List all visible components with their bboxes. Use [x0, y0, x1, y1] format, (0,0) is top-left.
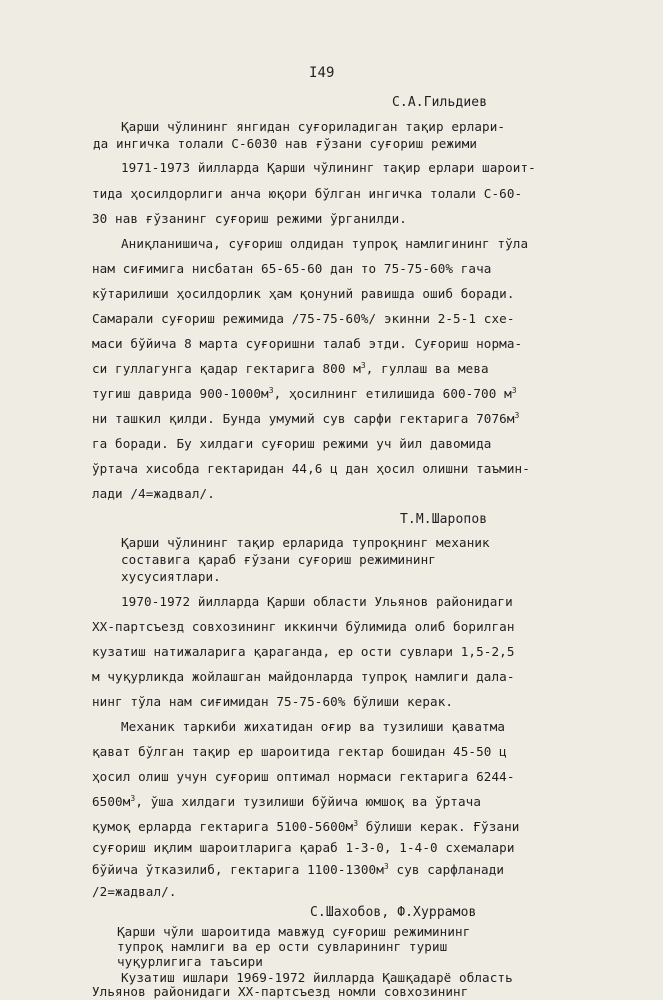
title-1-line-2: да ингичка толали С-6030 нав ғўзани суғориш режими	[93, 136, 478, 151]
s1-line-11-text: ни ташкил қилди. Бунда умумий сув сарфи гектарига 7076м	[92, 411, 515, 426]
s1-line-10-text: тугиш даврида 900-1000м	[92, 386, 269, 401]
title-2-line-1: Қарши чўлининг тақир ерларида тупроқнинг механик	[121, 535, 490, 550]
s2-line-13: /2=жадвал/.	[92, 884, 177, 899]
s2-line-4: м чуқурликда жойлашган майдонларда тупроқ намлиги дала-	[92, 669, 515, 684]
s2-line-10	[92, 818, 520, 834]
s1-line-3: 30 нав ғўзанинг суғориш режими ўрганилди.	[92, 211, 407, 226]
title-1-line-1: Қарши чўлининг янгидан суғориладиган тақир ерлари-	[121, 119, 506, 134]
s2-line-5: нинг тўла нам сиғимидан 75-75-60% бўлиши керак.	[92, 694, 454, 709]
page-number: I49	[309, 65, 335, 81]
title-3-line-2: тупроқ намлиги ва ер ости сувларининг туриш	[117, 939, 448, 954]
s2-line-10-text: қумоқ ерларда гектарига 5100-5600м	[92, 819, 354, 834]
s1-line-11	[92, 410, 520, 426]
s1-line-12: га боради. Бу хилдаги суғориш режими уч йил давомида	[92, 436, 492, 451]
s2-line-9-text: 6500м	[92, 794, 131, 809]
title-3-line-3: чуқурлигига таъсири	[117, 954, 263, 969]
title-3-line-1: Қарши чўли шароитида мавжуд суғориш режимининг	[117, 924, 471, 939]
s2-line-10-tail: бўлиши керак. Ғўзани	[358, 819, 520, 834]
s2-line-9-tail: , ўша хилдаги тузилиши бўйича юмшоқ ва ўртача	[135, 794, 482, 809]
s1-line-10-tail: , ҳосилнинг етилишида 600-700 м	[273, 386, 512, 401]
author-3: С.Шахобов, Ф.Хуррамов	[310, 905, 477, 920]
s2-line-12-text: бўйича ўтказилиб, гектарига 1100-1300м	[92, 862, 384, 877]
s1-line-14: лади /4=жадвал/.	[92, 486, 215, 501]
s1-line-5: нам сиғимига нисбатан 65-65-60 дан то 75-75-60% гача	[92, 261, 492, 276]
s1-line-9	[92, 360, 489, 376]
s1-line-4: Аниқланишича, суғориш олдидан тупроқ намлигининг тўла	[121, 236, 529, 251]
s1-line-10	[92, 385, 517, 401]
s2-line-2: ХХ-партсъезд совхозининг иккинчи бўлимида олиб борилган	[92, 619, 515, 634]
s2-line-9	[92, 793, 482, 809]
superscript-3: 3	[268, 385, 274, 395]
s3-line-2: Ульянов районидаги ХХ-партсъезд номли совхозининг	[92, 984, 469, 999]
s1-line-8: маси бўйича 8 марта суғоришни талаб этди. Суғориш норма-	[92, 336, 523, 351]
superscript-3: 3	[511, 385, 517, 395]
s2-line-12-tail: сув сарфланади	[388, 862, 505, 877]
s1-line-7: Самарали суғориш режимида /75-75-60%/ экинни 2-5-1 схе-	[92, 311, 515, 326]
title-2-line-2: составига қараб ғўзани суғориш режимининг	[121, 552, 436, 567]
superscript-3: 3	[383, 861, 389, 871]
s1-line-1: 1971-1973 йилларда Қарши чўлининг тақир ерлари шароит-	[121, 160, 536, 175]
s2-line-3: кузатиш натижаларига қараганда, ер ости сувлари 1,5-2,5	[92, 644, 515, 659]
s1-line-6: кўтарилиши ҳосилдорлик ҳам қонуний равишда ошиб боради.	[92, 286, 515, 301]
s1-line-9-text: си гуллагунга қадар гектарига 800 м	[92, 361, 361, 376]
superscript-3: 3	[514, 410, 520, 420]
superscript-3: 3	[130, 793, 136, 803]
s2-line-8: ҳосил олиш учун суғориш оптимал нормаси гектарига 6244-	[92, 769, 515, 784]
author-2: Т.М.Шаропов	[400, 512, 488, 527]
s1-line-2: тида ҳосилдорлиги анча юқори бўлган ингичка толали С-60-	[92, 186, 523, 201]
superscript-3: 3	[353, 818, 359, 828]
s3-line-1: Кузатиш ишлари 1969-1972 йилларда Қашқадарё область	[121, 970, 513, 985]
s2-line-7: қават бўлган тақир ер шароитида гектар бошидан 45-50 ц	[92, 744, 507, 759]
s2-line-6: Механик таркиби жихатидан оғир ва тузилиши қаватма	[121, 719, 506, 734]
s2-line-12	[92, 861, 505, 877]
s2-line-11: суғориш иқлим шароитларига қараб 1-3-0, 1-4-0 схемалари	[92, 840, 515, 855]
title-2-line-3: хусусиятлари.	[121, 569, 221, 584]
author-1: С.А.Гильдиев	[392, 95, 488, 110]
s2-line-1: 1970-1972 йилларда Қарши области Ульянов районидаги	[121, 594, 513, 609]
s1-line-9-tail: , гуллаш ва мева	[365, 361, 489, 376]
s1-line-13: ўртача хисобда гектаридан 44,6 ц дан ҳосил олишни таъмин-	[92, 461, 530, 476]
superscript-3: 3	[360, 360, 366, 370]
